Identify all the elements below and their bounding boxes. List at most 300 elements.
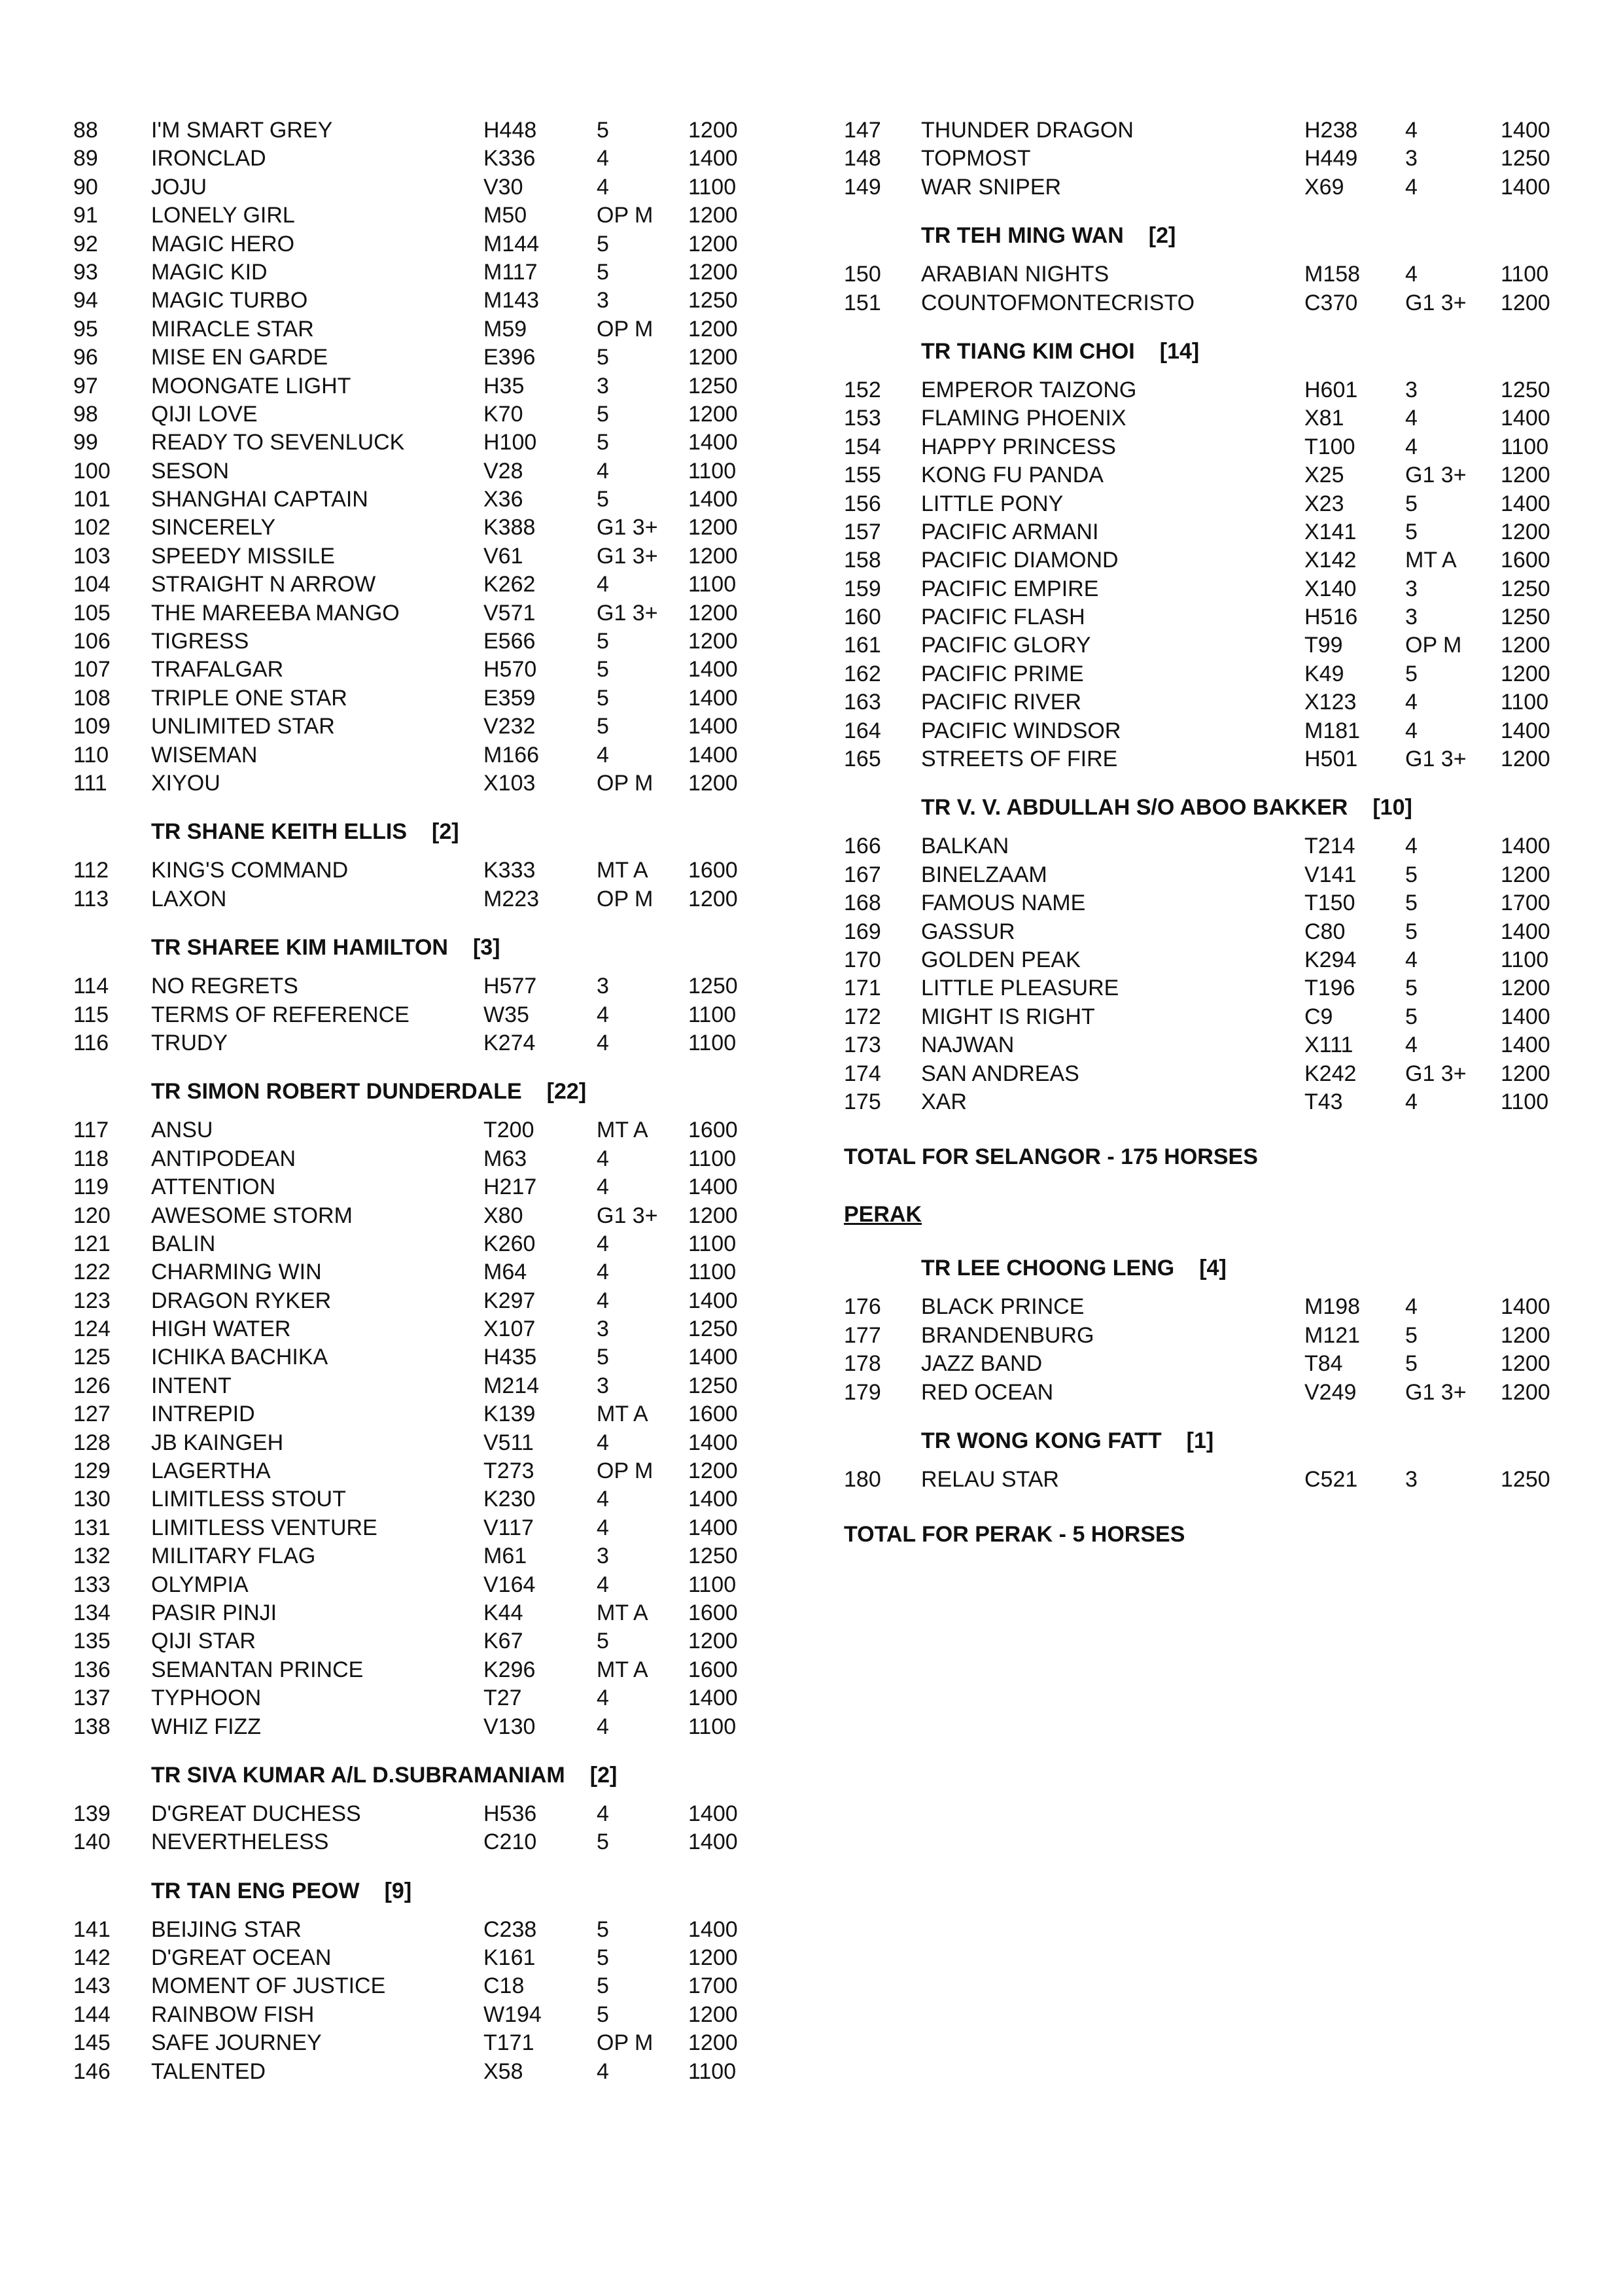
horse-number: 120 (73, 1203, 111, 1228)
horse-rating: 5 (1405, 1322, 1418, 1348)
horse-name: KING'S COMMAND (151, 858, 349, 883)
horse-number: 179 (844, 1379, 881, 1405)
horse-rating: G1 3+ (1405, 1379, 1467, 1405)
horse-number: 146 (73, 2058, 111, 2084)
horse-name: NO REGRETS (151, 974, 298, 999)
horse-row (73, 372, 793, 400)
horse-number: 149 (844, 174, 881, 200)
horse-name: MAGIC KID (151, 259, 268, 285)
horse-row (844, 1003, 1577, 1031)
race-distance: 1400 (688, 1345, 738, 1370)
right-column (844, 116, 1577, 1554)
race-distance: 1200 (688, 345, 738, 370)
horse-code: K336 (483, 146, 536, 171)
horse-number: 124 (73, 1316, 111, 1342)
horse-number: 171 (844, 976, 881, 1001)
horse-code: M64 (483, 1260, 527, 1285)
horse-code: M223 (483, 886, 540, 911)
race-distance: 1400 (1501, 919, 1550, 944)
horse-code: C18 (483, 1973, 525, 1999)
horse-number: 167 (844, 862, 881, 887)
horse-rating: 5 (597, 1629, 609, 1654)
horse-code: M63 (483, 1146, 527, 1171)
horse-rating: 4 (1405, 174, 1418, 200)
horse-name: SEMANTAN PRINCE (151, 1657, 364, 1682)
horse-rating: OP M (597, 770, 654, 796)
horse-row (73, 1972, 793, 2000)
horse-row (73, 258, 793, 287)
horse-code: H100 (483, 430, 537, 455)
horse-name: BALIN (151, 1231, 216, 1256)
horse-row (73, 2058, 793, 2086)
horse-name: WISEMAN (151, 742, 258, 768)
horse-number: 91 (73, 203, 98, 228)
horse-name: ANSU (151, 1118, 213, 1143)
horse-number: 122 (73, 1260, 111, 1285)
horse-number: 108 (73, 685, 111, 711)
horse-rating: 4 (1405, 690, 1418, 715)
horse-rating: 4 (597, 1030, 609, 1055)
horse-number: 138 (73, 1714, 111, 1739)
horse-number: 97 (73, 373, 98, 398)
horse-number: 161 (844, 633, 881, 658)
region-total: TOTAL FOR PERAK - 5 HORSES (844, 1522, 1185, 1547)
horse-row (844, 116, 1577, 145)
horse-number: 158 (844, 548, 881, 573)
horse-rating: OP M (1405, 633, 1462, 658)
horse-number: 100 (73, 458, 111, 484)
race-distance: 1100 (1501, 690, 1549, 715)
horse-number: 148 (844, 146, 881, 171)
horse-row (73, 542, 793, 571)
horse-row (73, 1485, 793, 1513)
horse-rating: 4 (597, 1002, 609, 1027)
horse-rating: 5 (1405, 862, 1418, 887)
horse-name: MILITARY FLAG (151, 1544, 316, 1569)
horse-name: UNLIMITED STAR (151, 714, 335, 739)
horse-rating: 4 (597, 572, 609, 597)
horse-row (844, 1350, 1577, 1378)
horse-row (73, 1145, 793, 1173)
horse-row (73, 599, 793, 627)
race-distance: 1400 (688, 1487, 738, 1512)
trainer-heading (73, 1067, 793, 1116)
region-total: TOTAL FOR SELANGOR - 175 HORSES (844, 1144, 1258, 1170)
horse-code: X141 (1304, 519, 1357, 544)
horse-code: V164 (483, 1572, 536, 1597)
horse-code: V511 (483, 1430, 534, 1455)
horse-row (73, 741, 793, 769)
horse-rating: MT A (597, 1118, 648, 1143)
race-distance: 1600 (688, 1600, 738, 1625)
horse-number: 170 (844, 947, 881, 972)
horse-rating: 5 (597, 1916, 609, 1942)
horse-code: H501 (1304, 747, 1358, 772)
horse-row (73, 1916, 793, 1944)
horse-name: FAMOUS NAME (921, 891, 1086, 916)
horse-code: K67 (483, 1629, 523, 1654)
horse-name: PACIFIC ARMANI (921, 519, 1099, 544)
horse-number: 94 (73, 288, 98, 313)
horse-number: 139 (73, 1801, 111, 1826)
trainer-heading (844, 327, 1577, 376)
horse-rating: 3 (597, 1316, 609, 1342)
horse-name: NEVERTHELESS (151, 1829, 329, 1855)
horse-name: HAPPY PRINCESS (921, 434, 1116, 459)
horse-number: 130 (73, 1487, 111, 1512)
trainer-horse-count: [14] (1159, 338, 1200, 364)
horse-name: TALENTED (151, 2058, 266, 2084)
race-distance: 1400 (1501, 174, 1550, 200)
horse-rating: 3 (597, 373, 609, 398)
horse-row (844, 404, 1577, 433)
horse-name: TIGRESS (151, 629, 249, 654)
race-distance: 1400 (1501, 118, 1550, 143)
horse-number: 92 (73, 231, 98, 256)
horse-rating: 4 (597, 1288, 609, 1313)
horse-code: X69 (1304, 174, 1344, 200)
horse-code: X142 (1304, 548, 1357, 573)
horse-code: X123 (1304, 690, 1357, 715)
horse-row (73, 514, 793, 542)
horse-code: K70 (483, 401, 523, 427)
race-distance: 1250 (688, 288, 738, 313)
horse-number: 104 (73, 572, 111, 597)
race-distance: 1200 (1501, 633, 1550, 658)
horse-row (844, 946, 1577, 974)
horse-number: 152 (844, 377, 881, 402)
horse-name: MISE EN GARDE (151, 345, 328, 370)
race-distance: 1100 (688, 1572, 737, 1597)
horse-number: 141 (73, 1916, 111, 1942)
horse-row (844, 433, 1577, 461)
horse-rating: 3 (1405, 377, 1418, 402)
horse-code: K242 (1304, 1061, 1357, 1086)
horse-code: X80 (483, 1203, 523, 1228)
race-distance: 1100 (688, 2058, 737, 2084)
horse-code: K296 (483, 1657, 536, 1682)
horse-number: 180 (844, 1466, 881, 1492)
horse-name: BEIJING STAR (151, 1916, 302, 1942)
horse-row (73, 1202, 793, 1230)
horse-row (844, 861, 1577, 889)
horse-number: 157 (844, 519, 881, 544)
horse-code: C210 (483, 1829, 537, 1855)
horse-name: FLAMING PHOENIX (921, 406, 1126, 431)
horse-name: PACIFIC DIAMOND (921, 548, 1119, 573)
race-distance: 1200 (688, 118, 738, 143)
horse-rating: MT A (597, 858, 648, 883)
horse-row (73, 1542, 793, 1570)
horse-code: V28 (483, 458, 523, 484)
horse-row (844, 603, 1577, 631)
horse-rating: 5 (597, 1973, 609, 1999)
race-distance: 1250 (688, 373, 738, 398)
horse-number: 165 (844, 747, 881, 772)
horse-row (73, 1713, 793, 1741)
horse-row (844, 518, 1577, 546)
horse-rating: 5 (597, 231, 609, 256)
horse-code: C238 (483, 1916, 537, 1942)
horse-rating: 4 (1405, 1033, 1418, 1058)
horse-rating: 4 (597, 1801, 609, 1826)
horse-row (844, 1466, 1577, 1494)
horse-row (73, 2029, 793, 2057)
horse-number: 159 (844, 576, 881, 601)
race-distance: 1400 (688, 742, 738, 768)
race-distance: 1400 (688, 1801, 738, 1826)
horse-number: 99 (73, 430, 98, 455)
horse-name: INTENT (151, 1373, 232, 1398)
trainer-name: TR SIMON ROBERT DUNDERDALE (151, 1079, 522, 1104)
horse-code: K44 (483, 1600, 523, 1625)
race-distance: 1200 (1501, 862, 1550, 887)
horse-rating: 5 (1405, 519, 1418, 544)
horse-rating: G1 3+ (1405, 290, 1467, 315)
horse-row (844, 660, 1577, 688)
horse-rating: MT A (597, 1402, 648, 1427)
horse-name: RAINBOW FISH (151, 2002, 315, 2027)
trainer-name: TR TIANG KIM CHOI (921, 338, 1135, 364)
race-distance: 1400 (688, 1829, 738, 1855)
race-distance: 1250 (688, 1544, 738, 1569)
horse-number: 95 (73, 316, 98, 342)
horse-code: T99 (1304, 633, 1343, 658)
horse-rating: 3 (1405, 576, 1418, 601)
horse-rating: 4 (597, 1146, 609, 1171)
trainer-heading (844, 1243, 1577, 1293)
horse-name: MIGHT IS RIGHT (921, 1004, 1095, 1029)
horse-code: T171 (483, 2030, 534, 2056)
race-distance: 1400 (1501, 491, 1550, 516)
race-distance: 1400 (1501, 1004, 1550, 1029)
trainer-name: TR V. V. ABDULLAH S/O ABOO BAKKER (921, 795, 1348, 821)
horse-rating: 5 (597, 685, 609, 711)
horse-row (844, 546, 1577, 574)
horse-rating: G1 3+ (597, 600, 658, 626)
horse-code: X58 (483, 2058, 523, 2084)
horse-code: K262 (483, 572, 536, 597)
trainer-heading (844, 211, 1577, 260)
horse-rating: 4 (1405, 1089, 1418, 1114)
horse-code: V571 (483, 600, 536, 626)
trainer-name: TR LEE CHOONG LENG (921, 1256, 1175, 1281)
horse-code: V61 (483, 543, 523, 569)
race-distance: 1200 (1501, 976, 1550, 1001)
trainer-horse-count: [2] (1148, 223, 1176, 249)
horse-name: CHARMING WIN (151, 1260, 322, 1285)
horse-name: GASSUR (921, 919, 1015, 944)
horse-number: 114 (73, 974, 109, 999)
horse-code: M166 (483, 742, 540, 768)
horse-row (844, 832, 1577, 860)
horse-code: V30 (483, 174, 523, 200)
horse-row (73, 315, 793, 344)
horse-name: MOMENT OF JUSTICE (151, 1973, 386, 1999)
race-distance: 1400 (688, 487, 738, 512)
horse-rating: 5 (597, 629, 609, 654)
horse-code: M121 (1304, 1322, 1361, 1348)
horse-row (844, 575, 1577, 603)
horse-code: X81 (1304, 406, 1344, 431)
trainer-horse-count: [9] (384, 1878, 412, 1903)
race-distance: 1400 (688, 685, 738, 711)
horse-row (73, 1230, 793, 1258)
horse-row (844, 1088, 1577, 1116)
horse-number: 178 (844, 1351, 881, 1377)
horse-rating: 4 (597, 458, 609, 484)
horse-number: 116 (73, 1030, 109, 1055)
horse-row (844, 145, 1577, 173)
horse-row (844, 631, 1577, 660)
trainer-horse-count: [2] (589, 1762, 618, 1788)
race-distance: 1100 (688, 1002, 737, 1027)
horse-rating: OP M (597, 1458, 654, 1484)
race-distance: 1600 (688, 1657, 738, 1682)
horse-row (73, 627, 793, 656)
horse-name: STREETS OF FIRE (921, 747, 1118, 772)
horse-code: W194 (483, 2002, 542, 2027)
horse-name: TRAFALGAR (151, 657, 284, 682)
horse-number: 140 (73, 1829, 111, 1855)
horse-row (73, 1514, 793, 1542)
horse-name: LAXON (151, 886, 227, 911)
horse-row (73, 1457, 793, 1485)
horse-rating: 4 (597, 1686, 609, 1711)
horse-code: T273 (483, 1458, 534, 1484)
race-distance: 1400 (1501, 406, 1550, 431)
horse-rating: G1 3+ (597, 1203, 658, 1228)
race-distance: 1400 (688, 1174, 738, 1200)
horse-code: M144 (483, 231, 540, 256)
horse-rating: 4 (597, 146, 609, 171)
horse-code: W35 (483, 1002, 529, 1027)
horse-code: M181 (1304, 718, 1361, 743)
race-distance: 1200 (688, 1458, 738, 1484)
horse-number: 168 (844, 891, 881, 916)
horse-code: C9 (1304, 1004, 1333, 1029)
horse-code: V130 (483, 1714, 536, 1739)
horse-number: 112 (73, 858, 109, 883)
horse-name: PACIFIC RIVER (921, 690, 1081, 715)
race-distance: 1600 (1501, 548, 1550, 573)
horse-row (73, 1372, 793, 1400)
horse-row (73, 1001, 793, 1029)
race-distance: 1250 (688, 974, 738, 999)
trainer-heading (73, 1866, 793, 1916)
horse-row (73, 1029, 793, 1057)
horse-row (73, 145, 793, 173)
horse-code: M214 (483, 1373, 540, 1398)
horse-rating: 4 (597, 1515, 609, 1540)
race-distance: 1100 (688, 572, 737, 597)
race-distance: 1600 (688, 1118, 738, 1143)
horse-code: M158 (1304, 262, 1361, 287)
race-distance: 1200 (688, 1203, 738, 1228)
horse-number: 132 (73, 1544, 111, 1569)
horse-number: 154 (844, 434, 881, 459)
race-distance: 1100 (688, 1714, 737, 1739)
horse-row (73, 972, 793, 1000)
horse-name: PACIFIC PRIME (921, 661, 1084, 686)
horse-row (73, 1400, 793, 1428)
race-distance: 1200 (688, 629, 738, 654)
horse-number: 134 (73, 1600, 111, 1625)
horse-rating: G1 3+ (1405, 747, 1467, 772)
race-distance: 1200 (688, 515, 738, 540)
horse-number: 156 (844, 491, 881, 516)
horse-number: 162 (844, 661, 881, 686)
horse-name: PASIR PINJI (151, 1600, 277, 1625)
horse-rating: 5 (1405, 661, 1418, 686)
horse-rating: MT A (1405, 548, 1457, 573)
horse-number: 172 (844, 1004, 881, 1029)
horse-code: T84 (1304, 1351, 1343, 1377)
horse-row (73, 1173, 793, 1201)
trainer-heading (73, 807, 793, 857)
horse-code: K139 (483, 1402, 536, 1427)
race-distance: 1200 (688, 231, 738, 256)
horse-rating: 5 (597, 657, 609, 682)
horse-row (844, 376, 1577, 404)
horse-code: M59 (483, 316, 527, 342)
horse-rating: 5 (597, 1345, 609, 1370)
horse-row (844, 1060, 1577, 1088)
horse-rating: 5 (597, 345, 609, 370)
horse-row (844, 490, 1577, 518)
horse-row (73, 1429, 793, 1457)
horse-number: 101 (73, 487, 111, 512)
horse-row (73, 1258, 793, 1286)
horse-rating: 5 (1405, 1004, 1418, 1029)
horse-number: 174 (844, 1061, 881, 1086)
race-distance: 1200 (688, 259, 738, 285)
horse-name: MIRACLE STAR (151, 316, 314, 342)
horse-name: PACIFIC FLASH (921, 605, 1085, 630)
horse-code: K161 (483, 1945, 536, 1971)
horse-row (73, 1116, 793, 1144)
horse-number: 173 (844, 1033, 881, 1058)
race-distance: 1400 (688, 1515, 738, 1540)
horse-number: 131 (73, 1515, 111, 1540)
trainer-horse-count: [1] (1186, 1428, 1214, 1453)
horse-row (73, 1571, 793, 1599)
horse-code: X36 (483, 487, 523, 512)
horse-number: 145 (73, 2030, 111, 2056)
horse-name: BLACK PRINCE (921, 1294, 1085, 1320)
horse-rating: 5 (597, 430, 609, 455)
horse-number: 128 (73, 1430, 111, 1455)
horse-rating: 5 (1405, 919, 1418, 944)
horse-code: K297 (483, 1288, 536, 1313)
horse-number: 153 (844, 406, 881, 431)
horse-code: H238 (1304, 118, 1358, 143)
horse-name: PACIFIC WINDSOR (921, 718, 1121, 743)
horse-number: 135 (73, 1629, 111, 1654)
horse-number: 151 (844, 290, 881, 315)
horse-number: 121 (73, 1231, 111, 1256)
race-distance: 1200 (688, 2002, 738, 2027)
horse-number: 142 (73, 1945, 111, 1971)
race-distance: 1700 (688, 1973, 738, 1999)
trainer-name: TR SIVA KUMAR A/L D.SUBRAMANIAM (151, 1762, 565, 1788)
horse-number: 119 (73, 1174, 109, 1200)
horse-name: OLYMPIA (151, 1572, 249, 1597)
horse-number: 150 (844, 262, 881, 287)
horse-name: COUNTOFMONTECRISTO (921, 290, 1195, 315)
race-distance: 1400 (688, 1288, 738, 1313)
horse-row (73, 1828, 793, 1856)
